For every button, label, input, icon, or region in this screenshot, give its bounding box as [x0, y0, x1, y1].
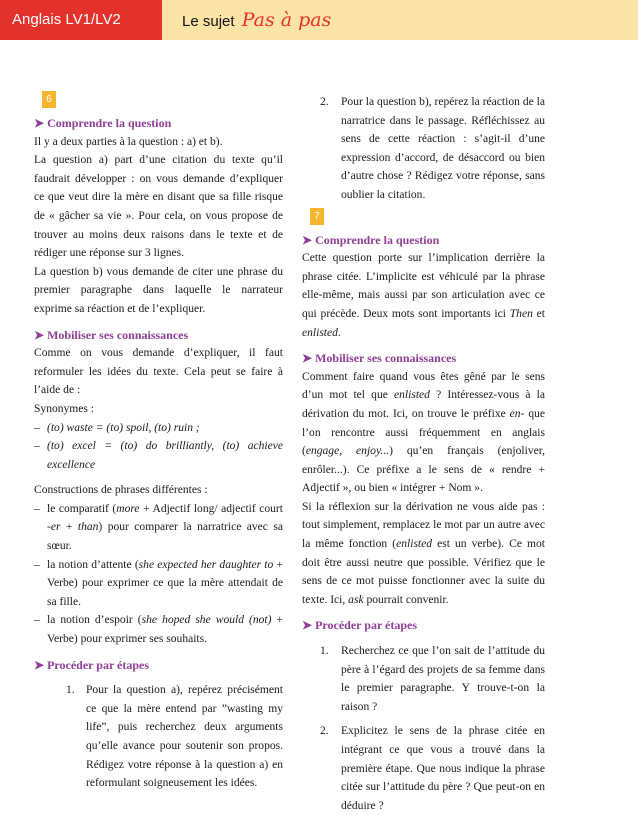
paragraph: Synonymes :: [34, 402, 94, 415]
paragraph: La question a) part d’une citation du texte qu’il faudrait développer : on vous demande d’expliquer ce que veut dire la mère en disant que sa fille risque de « gâcher sa vie ». Pour cela, on vous propose de trouver au moins deux raisons dans le texte et de rédiger une réponse sur 3 lignes.: [34, 154, 283, 260]
exercise-number-7: 7: [310, 208, 324, 225]
arrow-icon: ➤: [34, 327, 45, 342]
step-item: 1. Pour la question a), repérez précisément ce que la mère entend par ”wasting my life”, puis recherchez deux arguments qu’elle avance pour soutenir son propos. Rédigez votre réponse à la question a) en reformulant soigneusement les idées.: [66, 684, 283, 790]
step-list: [34, 681, 283, 793]
right-column: [302, 93, 545, 815]
synonym-list: [34, 419, 283, 475]
exercise-number-6: 6: [42, 91, 56, 108]
list-item: – la notion d’attente (she expected her daughter to + Verbe) pour exprimer ce que la mère attendait de sa fille.: [34, 556, 283, 612]
step-item: 2. Pour la question b), repérez la réaction de la narratrice dans le passage. Réfléchissez au sens de cette réaction : s’agit-il d’une expression d’accord, de désaccord ou bien d’autre chose ? Rédigez votre réponse, sans oublier la citation.: [320, 96, 545, 201]
heading-text: Comprendre la question: [47, 116, 172, 130]
step-list: [302, 93, 545, 205]
arrow-icon: ➤: [34, 657, 45, 672]
left-column: [34, 88, 283, 793]
header-title-script: Pas à pas: [241, 9, 332, 31]
list-item: – la notion d’espoir (she hoped she would (not) + Verbe) pour exprimer ses souhaits.: [34, 611, 283, 648]
heading-mobiliser: [302, 349, 545, 368]
header-subject-label: Anglais LV1/LV2: [0, 0, 162, 40]
paragraph: Si la réflexion sur la dérivation ne vous aide pas : tout simplement, remplacez le mot par un autre avec la même fonction (enlisted est un verbe). Ce mot doit être aussi neutre que possible. Vérifiez que le sens de ce mot puisse fonctionner avec la suite du texte. Ici, ask pourrait convenir.: [302, 500, 545, 606]
header-title-text: Le sujet: [182, 13, 235, 30]
step-item: 1. Recherchez ce que l’on sait de l’attitude du père à l’égard des projets de sa femme dans le premier paragraphe. Y trouve-t-on la raison ?: [320, 645, 545, 713]
list-item: – le comparatif (more + Adjectif long/ adjectif court -er + than) pour comparer la narratrice avec sa sœur.: [34, 500, 283, 556]
heading-proceder: [302, 616, 545, 635]
heading-comprendre: [34, 114, 283, 133]
heading-mobiliser: [34, 326, 283, 345]
header-section-title: [162, 0, 638, 40]
arrow-icon: ➤: [302, 618, 313, 633]
heading-text: Comprendre la question: [315, 232, 440, 247]
heading-comprendre: [302, 231, 545, 250]
list-item: – (to) waste = (to) spoil, (to) ruin ;: [34, 419, 283, 438]
arrow-icon: ➤: [302, 232, 313, 247]
list-item: – (to) excel = (to) do brilliantly, (to) achieve excellence: [34, 437, 283, 474]
construction-list: [34, 500, 283, 649]
paragraph: La question b) vous demande de citer une phrase du premier paragraphe dans laquelle le narrateur exprime sa réaction et de l’expliquer.: [34, 265, 283, 315]
heading-proceder: [34, 656, 283, 675]
paragraph: Comment faire quand vous êtes gêné par le sens d’un mot tel que enlisted ? Intéressez-vous à la dérivation du mot. Ici, on trouve le préfixe en- que l’on rencontre aussi fréquemment en anglais (engage, enjoy...) qu’en français (enjoliver, enrôler...). Ce préfixe a le sens de « rendre + Adjectif », ou bien « intégrer + Nom ».: [302, 370, 546, 495]
paragraph: Cette question porte sur l’implication derrière la phrase citée. L’implicite est véhiculé par la phrase elle-même, mais aussi par son articulation avec ce qui précède. Deux mots sont importants ici Then et enlisted.: [302, 252, 545, 339]
heading-text: Procéder par étapes: [315, 618, 418, 633]
arrow-icon: ➤: [34, 116, 45, 130]
arrow-icon: ➤: [302, 351, 313, 366]
heading-text: Procéder par étapes: [47, 657, 150, 672]
paragraph: Il y a deux parties à la question : a) et b).: [34, 135, 223, 148]
heading-text: Mobiliser ses connaissances: [315, 351, 457, 366]
heading-text: Mobiliser ses connaissances: [47, 327, 189, 342]
step-item: 2. Explicitez le sens de la phrase citée en intégrant ce que vous a trouvé dans la première étape. Que nous indique la phrase citée sur l’attitude du père ? Que peut-on en déduire ?: [320, 725, 545, 812]
paragraph: Comme on vous demande d’expliquer, il faut reformuler les idées du texte. Cela peut se faire à l’aide de :: [34, 347, 283, 397]
paragraph: Constructions de phrases différentes :: [34, 484, 208, 497]
step-list: [302, 642, 545, 815]
